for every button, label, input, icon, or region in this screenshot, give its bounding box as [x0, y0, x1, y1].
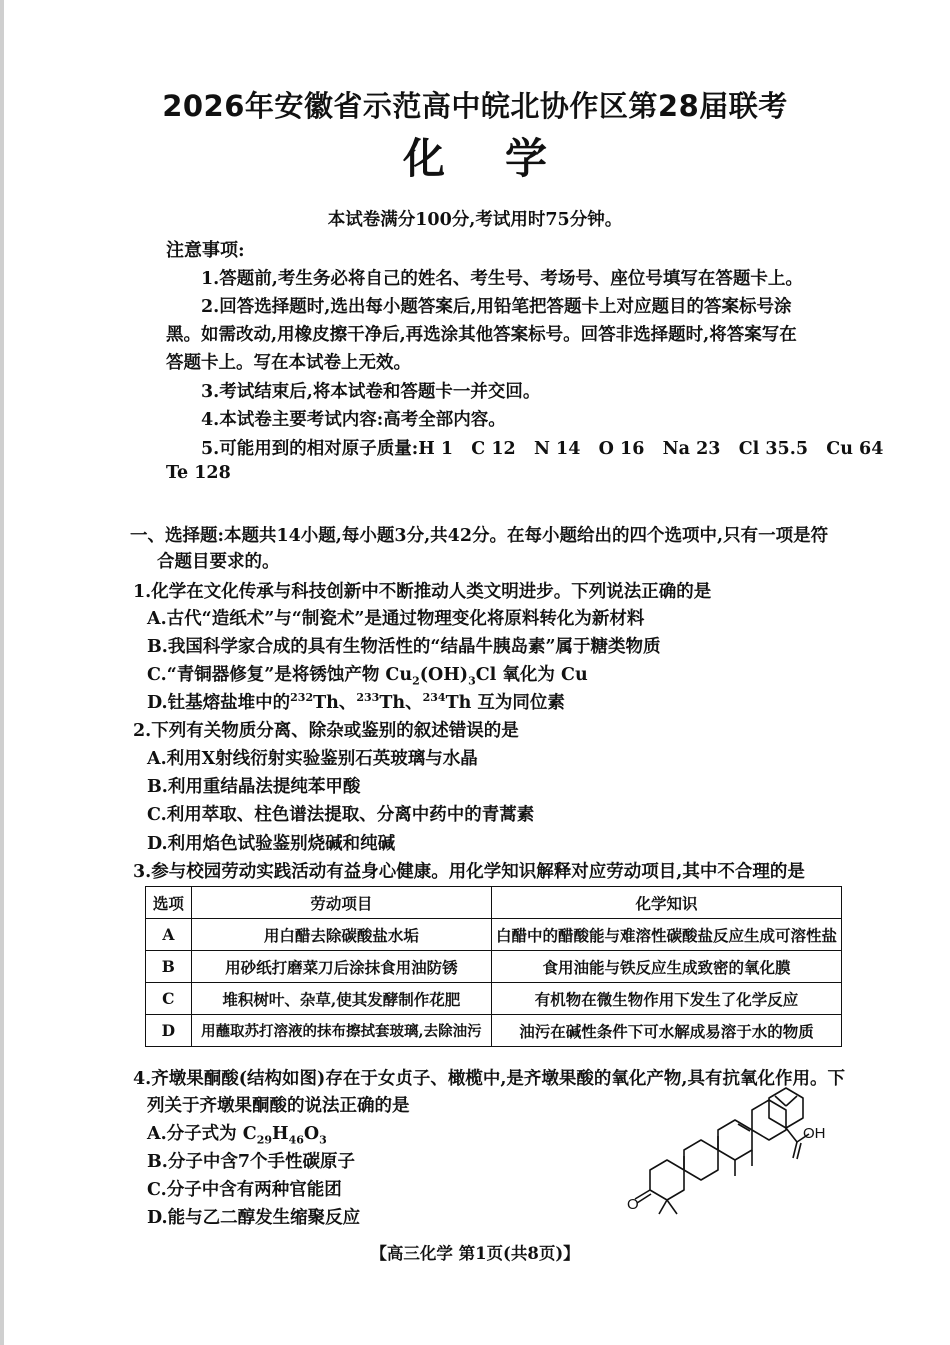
q4-option-c: C.分子中含有两种官能团 — [147, 1180, 342, 1200]
table-cell: 食用油能与铁反应生成致密的氧化膜 — [491, 951, 841, 983]
table-cell: 用白醋去除碳酸盐水垢 — [191, 919, 491, 951]
page-footer: 【高三化学 第1页(共8页)】 — [370, 1244, 580, 1263]
ring-b — [684, 1140, 718, 1180]
table-row — [146, 951, 842, 983]
ketone-o-label: O — [627, 1196, 639, 1213]
q1-option-d: D.钍基熔盐堆中的$^{232}$Th、$^{233}$Th、$^{234}$Th 互为同位素 — [147, 691, 565, 713]
table-header-row — [146, 887, 842, 919]
q3-table — [145, 886, 842, 1047]
table-cell: 用蘸取苏打溶液的抹布擦拭套玻璃,去除油污 — [191, 1015, 491, 1047]
q2-option-b: B.利用重结晶法提纯苯甲酸 — [147, 777, 361, 797]
notice-item-1: 1.答题前,考生务必将自己的姓名、考生号、考场号、座位号填写在答题卡上。 — [201, 269, 803, 289]
q2-option-a: A.利用X射线衍射实验鉴别石英玻璃与水晶 — [147, 749, 478, 769]
oleanonic-acid-structure — [625, 1086, 840, 1228]
table-cell: 有机物在微生物作用下发生了化学反应 — [491, 983, 841, 1015]
table-cell: 用砂纸打磨菜刀后涂抹食用油防锈 — [191, 951, 491, 983]
score-info: 本试卷满分100分,考试用时75分钟。 — [327, 210, 623, 230]
q1-stem: 1.化学在文化传承与科技创新中不断推动人类文明进步。下列说法正确的是 — [133, 582, 712, 602]
notice-item-2-line-2: 黑。如需改动,用橡皮擦干净后,再选涂其他答案标号。回答非选择题时,将答案写在 — [166, 325, 797, 345]
q3-stem: 3.参与校园劳动实践活动有益身心健康。用化学知识解释对应劳动项目,其中不合理的是 — [133, 862, 805, 882]
hydroxyl-label: OH — [803, 1125, 826, 1142]
section-heading-line-2: 合题目要求的。 — [157, 552, 280, 572]
section-heading-line-1: 一、选择题:本题共14小题,每小题3分,共42分。在每小题给出的四个选项中,只有一项是符 — [130, 526, 829, 546]
q2-option-d: D.利用焰色试验鉴别烧碱和纯碱 — [147, 834, 396, 854]
ring-a — [650, 1160, 684, 1200]
notice-item-4: 4.本试卷主要考试内容:高考全部内容。 — [201, 410, 506, 430]
notice-item-5-line-1: 5.可能用到的相对原子质量:H 1 C 12 N 14 O 16 Na 23 Cl 35.5 Cu 64 — [201, 439, 884, 459]
q2-option-c: C.利用萃取、柱色谱法提取、分离中药中的青蒿素 — [147, 805, 535, 825]
table-row — [146, 983, 842, 1015]
q4-option-a: A.分子式为 $C_{29}H_{46}O_3$ — [147, 1124, 327, 1147]
notice-heading: 注意事项: — [166, 240, 245, 261]
q4-stem-line-1: 4.齐墩果酮酸(结构如图)存在于女贞子、橄榄中,是齐墩果酸的氧化产物,具有抗氧化作用。下 — [133, 1069, 846, 1089]
ring-c — [718, 1120, 752, 1160]
table-cell: 白醋中的醋酸能与难溶性碳酸盐反应生成可溶性盐 — [491, 919, 841, 951]
table-header-cell: 选项 — [146, 887, 192, 919]
table-header-cell: 化学知识 — [491, 887, 841, 919]
q4-option-b: B.分子中含7个手性碳原子 — [147, 1152, 356, 1172]
table-cell: 堆积树叶、杂草,使其发酵制作花肥 — [191, 983, 491, 1015]
table-cell: 油污在碱性条件下可水解成易溶于水的物质 — [491, 1015, 841, 1047]
q4-option-d: D.能与乙二醇发生缩聚反应 — [147, 1208, 361, 1228]
table-cell: A — [146, 919, 192, 951]
q1-option-b: B.我国科学家合成的具有生物活性的“结晶牛胰岛素”属于糖类物质 — [147, 637, 661, 657]
table-header-cell: 劳动项目 — [191, 887, 491, 919]
table-cell: C — [146, 983, 192, 1015]
q1-option-c: C.“青铜器修复”是将锈蚀产物 $Cu_2(OH)_3Cl$ 氧化为 Cu — [147, 665, 588, 688]
notice-item-3: 3.考试结束后,将本试卷和答题卡一并交回。 — [201, 382, 541, 402]
scan-edge — [0, 0, 4, 1345]
table-cell: B — [146, 951, 192, 983]
notice-item-5-line-2: Te 128 — [166, 463, 231, 483]
subject-title: 化学 — [402, 134, 607, 183]
q4-stem-line-2: 列关于齐墩果酮酸的说法正确的是 — [147, 1096, 410, 1116]
table-row — [146, 1015, 842, 1047]
q1-option-a: A.古代“造纸术”与“制瓷术”是通过物理变化将原料转化为新材料 — [147, 609, 645, 629]
exam-title: 2026年安徽省示范高中皖北协作区第28届联考 — [162, 89, 788, 123]
q2-stem: 2.下列有关物质分离、除杂或鉴别的叙述错误的是 — [133, 721, 519, 741]
table-cell: D — [146, 1015, 192, 1047]
table-row — [146, 919, 842, 951]
notice-item-2-line-3: 答题卡上。写在本试卷上无效。 — [166, 353, 411, 373]
notice-item-2-line-1: 2.回答选择题时,选出每小题答案后,用铅笔把答题卡上对应题目的答案标号涂 — [201, 297, 792, 317]
